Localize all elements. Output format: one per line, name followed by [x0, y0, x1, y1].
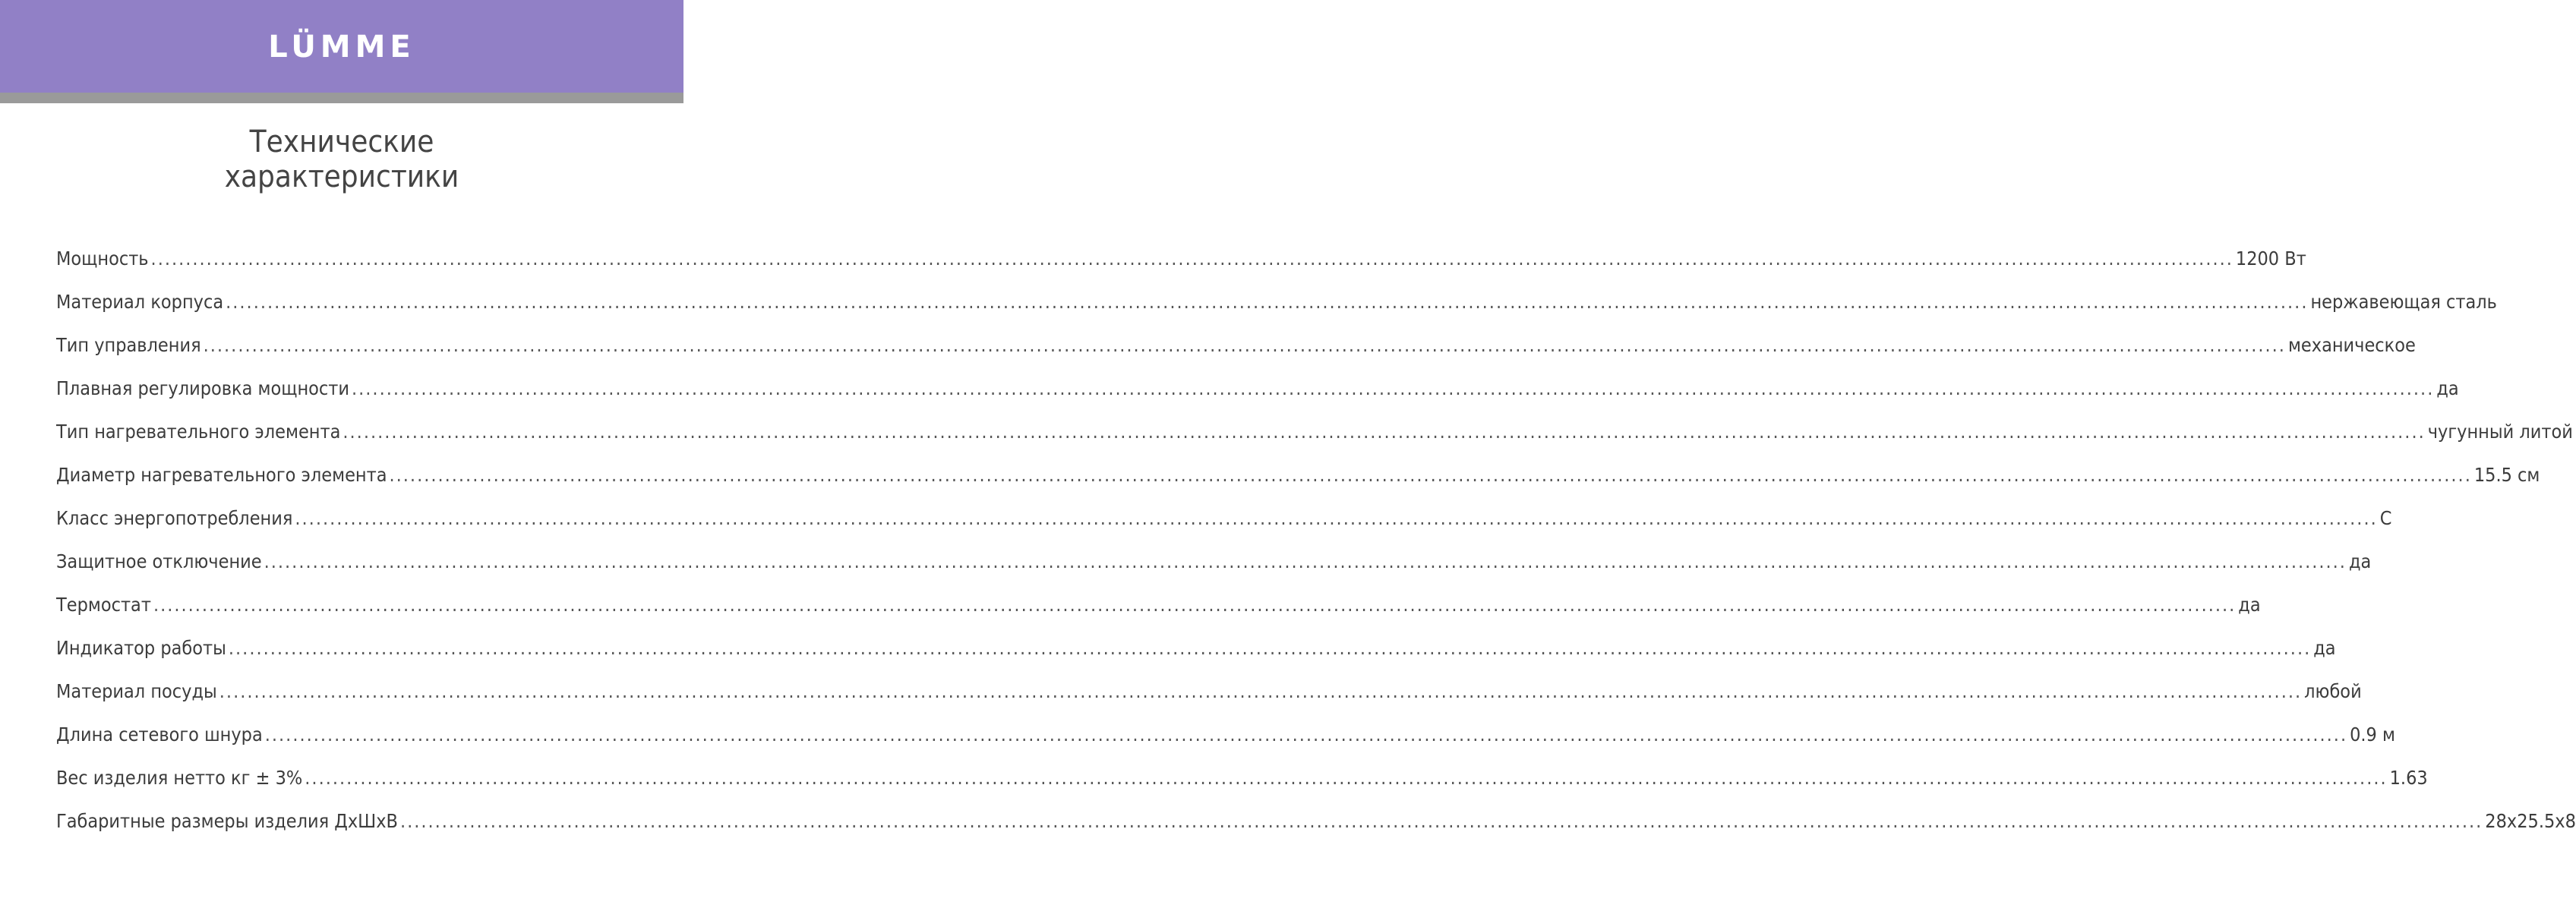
spec-row-net-weight — [56, 762, 2428, 805]
dot-leader: ............................................................................................................................................................................................................................................................................................................ — [226, 291, 2309, 313]
dot-leader: ............................................................................................................................................................................................................................................................................................................ — [352, 377, 2435, 399]
spec-value: С — [2379, 507, 2392, 529]
spec-value: да — [2436, 377, 2459, 399]
spec-value: любой — [2304, 680, 2362, 702]
page-title-line-2: характеристики — [224, 159, 459, 194]
spec-label: Материал посуды — [56, 680, 217, 702]
spec-value: 1.63 — [2389, 767, 2428, 789]
spec-row-heating-element-diameter — [56, 459, 2540, 503]
dot-leader: ............................................................................................................................................................................................................................................................................................................ — [389, 464, 2472, 486]
spec-row-body-material — [56, 286, 2497, 329]
spec-row-work-indicator — [56, 632, 2336, 676]
dot-leader: ............................................................................................................................................................................................................................................................................................................ — [264, 723, 2348, 746]
spec-row-cookware-material — [56, 676, 2362, 719]
spec-row-thermostat — [56, 589, 2261, 632]
spec-value: да — [2238, 594, 2261, 616]
page-title — [0, 125, 683, 194]
dot-leader: ............................................................................................................................................................................................................................................................................................................ — [305, 767, 2388, 789]
spec-label: Мощность — [56, 247, 149, 270]
spec-label: Диаметр нагревательного элемента — [56, 464, 387, 486]
spec-label: Габаритные размеры изделия ДхШхВ — [56, 810, 398, 832]
spec-value: 28х25.5х8 — [2485, 810, 2576, 832]
dot-leader: ............................................................................................................................................................................................................................................................................................................ — [399, 810, 2483, 832]
spec-value: 15.5 см — [2473, 464, 2540, 486]
spec-row-smooth-power — [56, 373, 2459, 416]
dot-leader: ............................................................................................................................................................................................................................................................................................................ — [150, 247, 2233, 270]
spec-label: Вес изделия нетто кг ± 3% — [56, 767, 303, 789]
spec-row-dimensions — [56, 805, 2576, 849]
header-stripe — [0, 93, 683, 103]
spec-row-energy-class — [56, 503, 2392, 546]
spec-row-heating-element-type — [56, 416, 2573, 459]
spec-label: Термостат — [56, 594, 151, 616]
spec-label: Длина сетевого шнура — [56, 723, 263, 746]
dot-leader: ............................................................................................................................................................................................................................................................................................................ — [295, 507, 2378, 529]
dot-leader: ............................................................................................................................................................................................................................................................................................................ — [264, 550, 2347, 572]
spec-row-power — [56, 243, 2306, 286]
page-title-line-1: Технические — [249, 125, 434, 159]
spec-label: Тип нагревательного элемента — [56, 421, 341, 443]
spec-label: Плавная регулировка мощности — [56, 377, 349, 399]
spec-list — [56, 243, 2576, 849]
dot-leader: ............................................................................................................................................................................................................................................................................................................ — [343, 421, 2426, 443]
spec-row-protective-shutdown — [56, 546, 2372, 589]
dot-leader: ............................................................................................................................................................................................................................................................................................................ — [203, 334, 2286, 356]
spec-value: нержавеющая сталь — [2310, 291, 2497, 313]
dot-leader: ............................................................................................................................................................................................................................................................................................................ — [153, 594, 2237, 616]
spec-value: механическое — [2287, 334, 2416, 356]
spec-value: да — [2348, 550, 2372, 572]
spec-label: Тип управления — [56, 334, 201, 356]
spec-value: чугунный литой — [2427, 421, 2573, 443]
dot-leader: ............................................................................................................................................................................................................................................................................................................ — [228, 637, 2312, 659]
dot-leader: ............................................................................................................................................................................................................................................................................................................ — [219, 680, 2303, 702]
spec-row-cord-length — [56, 719, 2395, 762]
spec-label: Защитное отключение — [56, 550, 262, 572]
spec-row-control-type — [56, 329, 2416, 373]
spec-value: 0.9 м — [2350, 723, 2395, 746]
spec-label: Класс энергопотребления — [56, 507, 293, 529]
spec-value: да — [2313, 637, 2336, 659]
spec-label: Материал корпуса — [56, 291, 224, 313]
spec-label: Индикатор работы — [56, 637, 226, 659]
brand-logo: LÜMME — [268, 30, 415, 65]
spec-value: 1200 Вт — [2235, 247, 2306, 270]
